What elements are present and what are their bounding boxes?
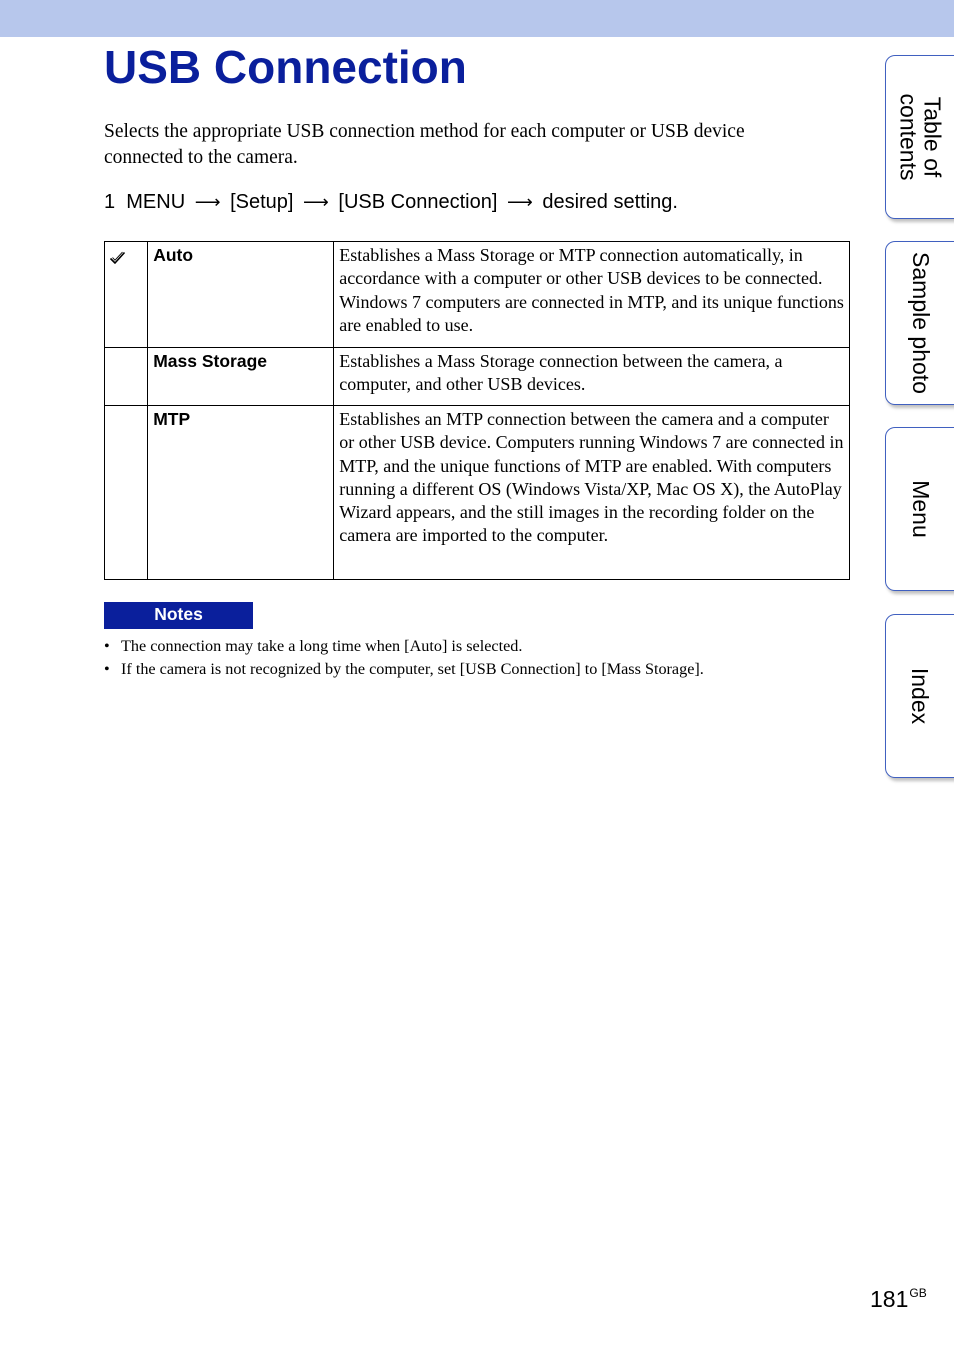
step-setup: [Setup] [230, 191, 294, 213]
tab-label: Sample photo [907, 252, 934, 394]
tab-index[interactable] [885, 614, 954, 778]
note-item: • If the camera is not recognized by the computer, set [USB Connection] to [Mass Storage]. [104, 658, 704, 681]
table-row [105, 242, 850, 348]
step-number: 1 [104, 191, 116, 213]
procedure-step [104, 188, 678, 216]
default-mark-cell [105, 242, 148, 348]
checkmark-icon [109, 249, 126, 269]
arrow-right-icon: ⟶ [194, 192, 221, 212]
tab-sample-photo[interactable] [885, 241, 954, 405]
step-desired-setting: desired setting. [542, 191, 678, 213]
option-name: MTP [148, 406, 334, 580]
option-name: Auto [148, 242, 334, 348]
table-row [105, 406, 850, 580]
note-item: • The connection may take a long time when [Auto] is selected. [104, 635, 704, 658]
tab-label: Table of contents [895, 93, 946, 181]
tab-label: Menu [907, 480, 934, 538]
tab-menu[interactable] [885, 427, 954, 591]
arrow-right-icon: ⟶ [303, 192, 329, 212]
options-table [104, 241, 850, 580]
table-row [105, 348, 850, 406]
notes-list [104, 635, 704, 680]
option-description: Establishes an MTP connection between the camera and a computer or other USB device. Computers running Windows 7 are connected in MTP, and the unique functions of MTP are enabled. With computers running a different OS (Windows Vista/XP, Mac OS X), the AutoPlay Wizard appears, and the still images in the recording folder on the camera are imported to the computer. [334, 406, 850, 580]
region-suffix: GB [909, 1286, 927, 1300]
intro-text: Selects the appropriate USB connection method for each computer or USB device connected to the camera. [104, 121, 745, 168]
header-band [0, 0, 954, 37]
tab-label: Index [907, 667, 934, 725]
notes-label: Notes [104, 602, 253, 629]
arrow-right-icon: ⟶ [506, 192, 533, 212]
page-title: USB Connection [104, 41, 467, 93]
option-description: Establishes a Mass Storage or MTP connection automatically, in accordance with a computer or other USB devices to be connected. Windows 7 computers are connected in MTP, and its unique functions are enabled to use. [334, 242, 850, 348]
step-menu: MENU [126, 191, 186, 213]
step-usb-connection: [USB Connection] [338, 191, 498, 213]
option-description: Establishes a Mass Storage connection between the camera, a computer, and other USB devices. [334, 348, 850, 406]
option-name: Mass Storage [148, 348, 334, 406]
page-number: $181^{GB}$ [870, 1286, 927, 1312]
tab-table-of-contents[interactable] [885, 55, 954, 219]
